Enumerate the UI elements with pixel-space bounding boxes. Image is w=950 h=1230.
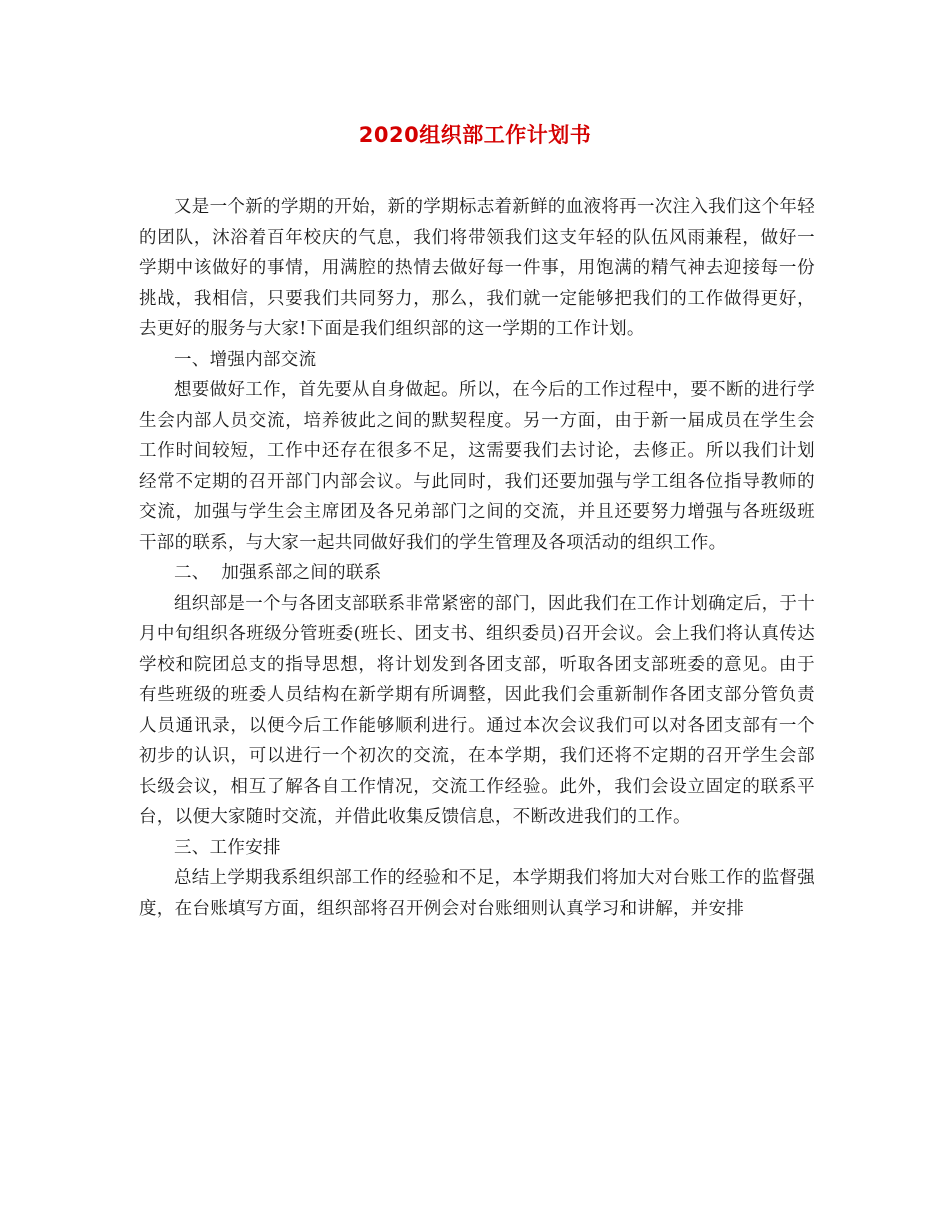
section-heading-1: 一、增强内部交流 [174,349,317,370]
section-heading-3: 三、工作安排 [174,837,281,858]
section-heading-2: 二、 加强系部之间的联系 [174,563,382,583]
section-1-paragraph: 想要做好工作，首先要从自身做起。所以，在今后的工作过程中，要不断的进行学生会内部人员交流，培养彼此之间的默契程度。另一方面，由于新一届成员在学生会工作时间较短，工作中还存在很多不足，这需要我们去讨论，去修正。所以我们计划经常不定期的召开部门内部会议。与此同时，我们还要加强与学工组各位指导教师的交流，加强与学生会主席团及各兄弟部门之间的交流，并且还要努力增强与各班级班干部的联系，与大家一起共同做好我们的学生管理及各项活动的组织工作。 [139,380,815,553]
document-body [139,192,815,924]
section-3-paragraph: 总结上学期我系组织部工作的经验和不足，本学期我们将加大对台账工作的监督强度，在台账填写方面，组织部将召开例会对台账细则认真学习和讲解，并安排 [139,868,815,919]
intro-paragraph: 又是一个新的学期的开始，新的学期标志着新鲜的血液将再一次注入我们这个年轻的团队，沐浴着百年校庆的气息，我们将带领我们这支年轻的队伍风雨兼程，做好一学期中该做好的事情，用满腔的热情去做好每一件事，用饱满的精气神去迎接每一份挑战，我相信，只要我们共同努力，那么，我们就一定能够把我们的工作做得更好，去更好的服务与大家!下面是我们组织部的这一学期的工作计划。 [139,197,815,339]
document-title: 2020组织部工作计划书 [358,123,592,147]
section-2-paragraph: 组织部是一个与各团支部联系非常紧密的部门，因此我们在工作计划确定后，于十月中旬组织各班级分管班委(班长、团支书、组织委员)召开会议。会上我们将认真传达学校和院团总支的指导思想，将计划发到各团支部，听取各团支部班委的意见。由于有些班级的班委人员结构在新学期有所调整，因此我们会重新制作各团支部分管负责人员通讯录，以便今后工作能够顺利进行。通过本次会议我们可以对各团支部有一个初步的认识，可以进行一个初次的交流，在本学期，我们还将不定期的召开学生会部长级会议，相互了解各自工作情况，交流工作经验。此外，我们会设立固定的联系平台，以便大家随时交流，并借此收集反馈信息，不断改进我们的工作。 [139,593,815,827]
